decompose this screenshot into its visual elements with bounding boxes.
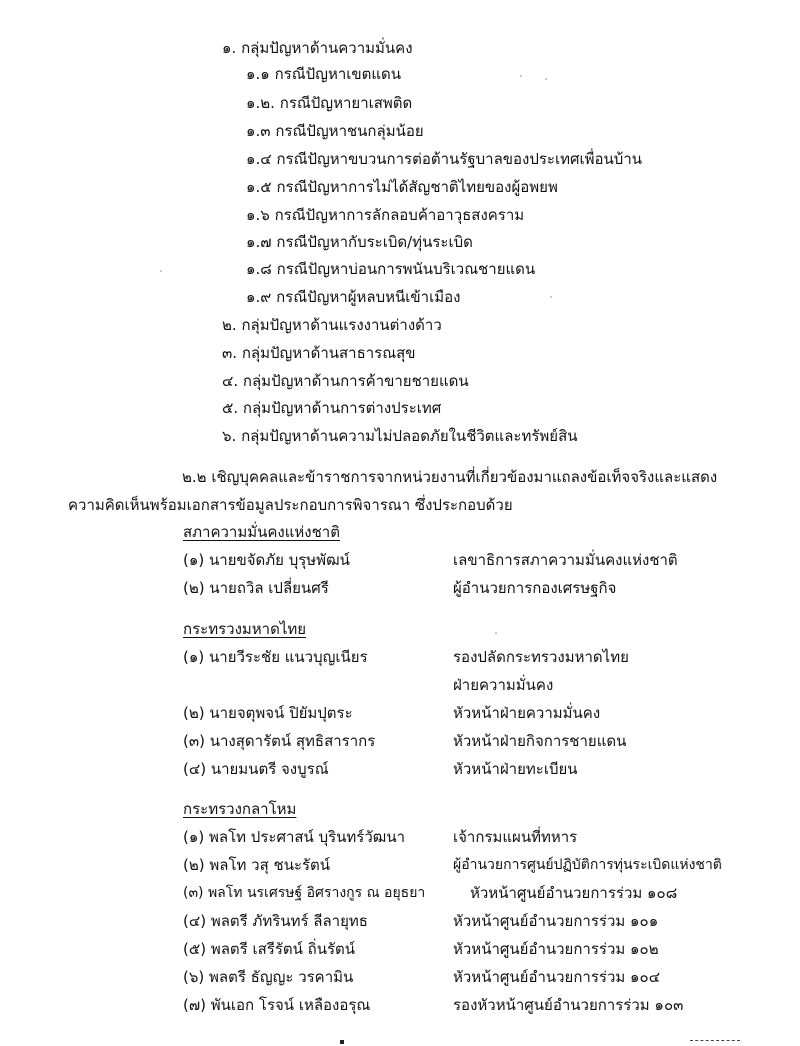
subcase-number: ๑.๘ [246, 260, 272, 278]
person-index: (๑) [183, 648, 205, 666]
person-index: (๖) [183, 968, 205, 986]
person-position: หัวหน้าฝ่ายกิจการชายแดน [453, 732, 627, 750]
page-footer-mark [340, 1040, 344, 1044]
section-text: เชิญบุคคลและข้าราชการจากหน่วยงานที่เกี่ยวข้องมาแถลงข้อเท็จจริงและแสดง [211, 468, 718, 486]
subcase-label: กรณีปัญหาการลักลอบค้าอาวุธสงคราม [274, 206, 525, 224]
group-number: ๖. [222, 427, 237, 445]
subcase-label: กรณีปัญหากับระเบิด/ทุ่นระเบิด [276, 233, 473, 251]
group-label: กลุ่มปัญหาด้านการค้าขายชายแดน [242, 372, 469, 390]
person-position: หัวหน้าฝ่ายทะเบียน [453, 760, 578, 778]
subcase-label: กรณีปัญหาขบวนการต่อต้านรัฐบาลของประเทศเพื่อนบ้าน [276, 150, 642, 168]
person-name: นางสุดารัตน์ สุทธิสารากร [209, 732, 376, 750]
person-position: ผู้อำนวยการศูนย์ปฏิบัติการทุ่นระเบิดแห่งชาติ [453, 857, 722, 873]
agency-heading-defence: กระทรวงกลาโหม [183, 800, 297, 818]
person-index: (๓) [183, 885, 204, 901]
subcase-item-1-6 [246, 205, 524, 225]
group-number: ๒. [222, 316, 237, 334]
subcase-item-1-9 [246, 287, 460, 307]
subcase-label: กรณีปัญหาการไม่ได้สัญชาติไทยของผู้อพยพ [276, 178, 558, 196]
subcase-number: ๑.๓ [246, 122, 271, 140]
person-index: (๕) [183, 940, 207, 958]
subcase-label: กรณีปัญหาชนกลุ่มน้อย [275, 122, 424, 140]
subcase-item-1-8 [246, 259, 535, 279]
section-number: ๒.๒ [182, 468, 207, 486]
person-position: หัวหน้าศูนย์อำนวยการร่วม ๑๐๔ [453, 968, 661, 986]
person-name: พลโท นรเศรษฐ์ อิศรางกูร ณ อยุธยา [207, 885, 426, 901]
group-item-6 [222, 426, 577, 446]
person-index: (๑) [183, 828, 205, 846]
subcase-label: กรณีปัญหายาเสพติด [279, 94, 413, 112]
subcase-number: ๑.๙ [246, 288, 272, 306]
group-label: กลุ่มปัญหาด้านความไม่ปลอดภัยในชีวิตและทรัพย์สิน [241, 427, 578, 445]
group-label: กลุ่มปัญหาด้านความมั่นคง [241, 39, 413, 57]
person-name: นายถวิล เปลี่ยนศรี [209, 579, 329, 597]
subcase-item-1-4 [246, 149, 642, 169]
subcase-item-1-5 [246, 177, 558, 197]
scan-speck [160, 270, 162, 272]
group-item-2 [222, 315, 442, 335]
person-name: พันเอก โรจน์ เหลืองอรุณ [210, 996, 371, 1014]
person-name: นายขจัดภัย บุรุษพัฒน์ [209, 551, 350, 569]
subcase-number: ๑.๑ [246, 65, 270, 83]
person-name: นายจตุพจน์ ปิยัมปุตระ [209, 704, 353, 722]
person-index: (๔) [183, 760, 207, 778]
person-index: (๒) [183, 856, 205, 874]
subcase-label: กรณีปัญหาเขตแดน [274, 65, 402, 83]
person-position: หัวหน้าศูนย์อำนวยการร่วม ๑๐๑ [453, 912, 659, 930]
scan-speck [495, 632, 497, 634]
section-2-2-second-line: ความคิดเห็นพร้อมเอกสารข้อมูลประกอบการพิจารณา ซึ่งประกอบด้วย [68, 496, 513, 514]
group-label: กลุ่มปัญหาด้านสาธารณสุข [241, 344, 416, 362]
subcase-number: ๑.๔ [246, 150, 272, 168]
person-index: (๒) [183, 704, 205, 722]
person-index: (๒) [183, 579, 205, 597]
group-number: ๕. [222, 399, 239, 417]
person-name: พลโท วสุ ชนะรัตน์ [209, 856, 331, 874]
section-2-2-first-line [182, 467, 717, 487]
subcase-item-1-3 [246, 121, 424, 141]
subcase-number: ๑.๗ [246, 233, 272, 251]
person-name: นายมนตรี จงบูรณ์ [210, 760, 329, 778]
person-position: รองปลัดกระทรวงมหาดไทย [453, 648, 629, 666]
subcase-number: ๑.๖ [246, 206, 270, 224]
person-name: พลตรี ธัญญะ วรคามิน [209, 968, 354, 986]
group-item-4 [222, 371, 469, 391]
group-label: กลุ่มปัญหาด้านการต่างประเทศ [242, 399, 442, 417]
group-item-3 [222, 343, 416, 363]
person-position: หัวหน้าฝ่ายความมั่นคง [453, 704, 601, 722]
group-number: ๑. [222, 39, 237, 57]
scan-speck [545, 78, 547, 80]
subcase-item-1-7 [246, 232, 473, 252]
person-position: ผู้อำนวยการกองเศรษฐกิจ [453, 579, 617, 597]
person-position-line2: ฝ่ายความมั่นคง [453, 676, 554, 694]
agency-heading-nsc: สภาความมั่นคงแห่งชาติ [183, 523, 340, 541]
group-number: ๓. [222, 344, 238, 362]
person-index: (๗) [183, 996, 206, 1014]
agency-heading-interior: กระทรวงมหาดไทย [183, 620, 307, 638]
person-name: พลตรี ภัทรินทร์ ลีลายุทธ [210, 912, 368, 930]
group-number: ๔. [222, 372, 239, 390]
person-position: เจ้ากรมแผนที่ทหาร [453, 828, 578, 846]
scan-speck [520, 75, 522, 77]
person-position: หัวหน้าศูนย์อำนวยการร่วม ๑๐๘ [470, 884, 678, 902]
subcase-item-1-2 [246, 93, 412, 113]
page-footer-dash [690, 1040, 740, 1041]
scan-speck [550, 296, 552, 298]
group-label: กลุ่มปัญหาด้านแรงงานต่างด้าว [241, 316, 442, 334]
person-name: นายวีระชัย แนวบุญเนียร [209, 648, 368, 666]
person-index: (๓) [183, 732, 205, 750]
group-item-5 [222, 398, 441, 418]
person-name: พลตรี เสรีรัตน์ ถิ่นรัตน์ [210, 940, 356, 958]
subcase-label: กรณีปัญหาบ่อนการพนันบริเวณชายแดน [276, 260, 536, 278]
subcase-item-1-1 [246, 64, 401, 84]
person-position: หัวหน้าศูนย์อำนวยการร่วม ๑๐๒ [453, 940, 659, 958]
person-index: (๑) [183, 551, 205, 569]
group-item-1 [222, 38, 413, 58]
person-position: รองหัวหน้าศูนย์อำนวยการร่วม ๑๐๓ [453, 996, 684, 1014]
person-position: เลขาธิการสภาความมั่นคงแห่งชาติ [453, 551, 678, 569]
subcase-number: ๑.๕ [246, 178, 272, 196]
subcase-number: ๑.๒. [246, 94, 275, 112]
subcase-label: กรณีปัญหาผู้หลบหนีเข้าเมือง [276, 288, 461, 306]
person-index: (๔) [183, 912, 207, 930]
person-name: พลโท ประศาสน์ บุรินทร์วัฒนา [209, 828, 405, 846]
